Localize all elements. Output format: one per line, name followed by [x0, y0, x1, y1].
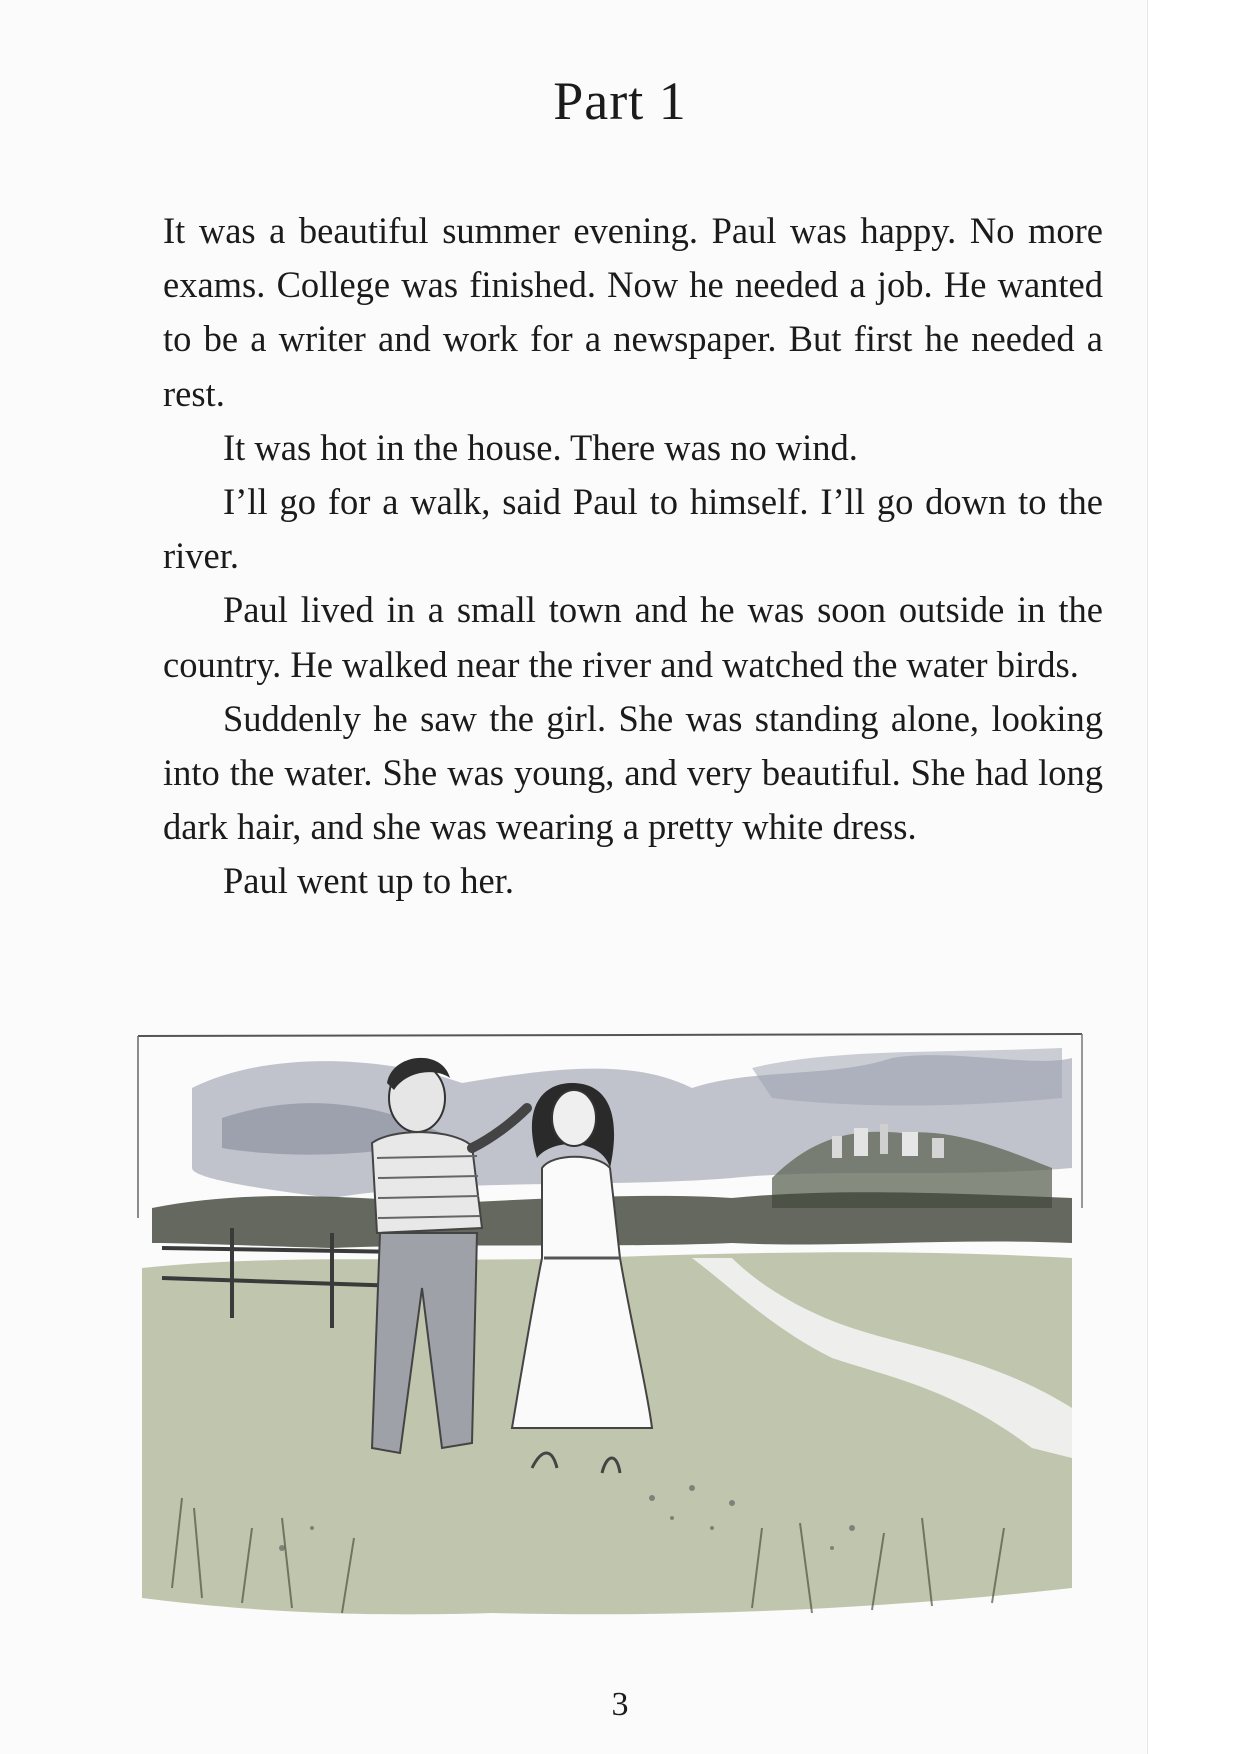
- paragraph-1: It was a beautiful summer evening. Paul was happy. No more exams. College was finished. Now he needed a job. He wanted to be a writer and work for a newspaper. But first he needed a rest.: [163, 210, 1103, 414]
- page-number: 3: [611, 1686, 629, 1723]
- paragraph-2: It was hot in the house. There was no wind.: [223, 426, 858, 468]
- illustration-couple-by-river: [132, 1028, 1090, 1648]
- paragraph-3: I’ll go for a walk, said Paul to himself. I’ll go down to the river.: [163, 481, 1103, 577]
- paragraph-5: Suddenly he saw the girl. She was standing alone, looking into the water. She was young, and very beautiful. She had long dark hair, and she was wearing a pretty white dress.: [163, 697, 1103, 848]
- body-text: [163, 204, 1103, 909]
- chapter-title: Part 1: [553, 71, 687, 131]
- paragraph-6: Paul went up to her.: [223, 860, 514, 902]
- paragraph-4: Paul lived in a small town and he was soon outside in the country. He walked near the river and watched the water birds.: [163, 589, 1103, 685]
- illustration-frame-top: [138, 1034, 1082, 1036]
